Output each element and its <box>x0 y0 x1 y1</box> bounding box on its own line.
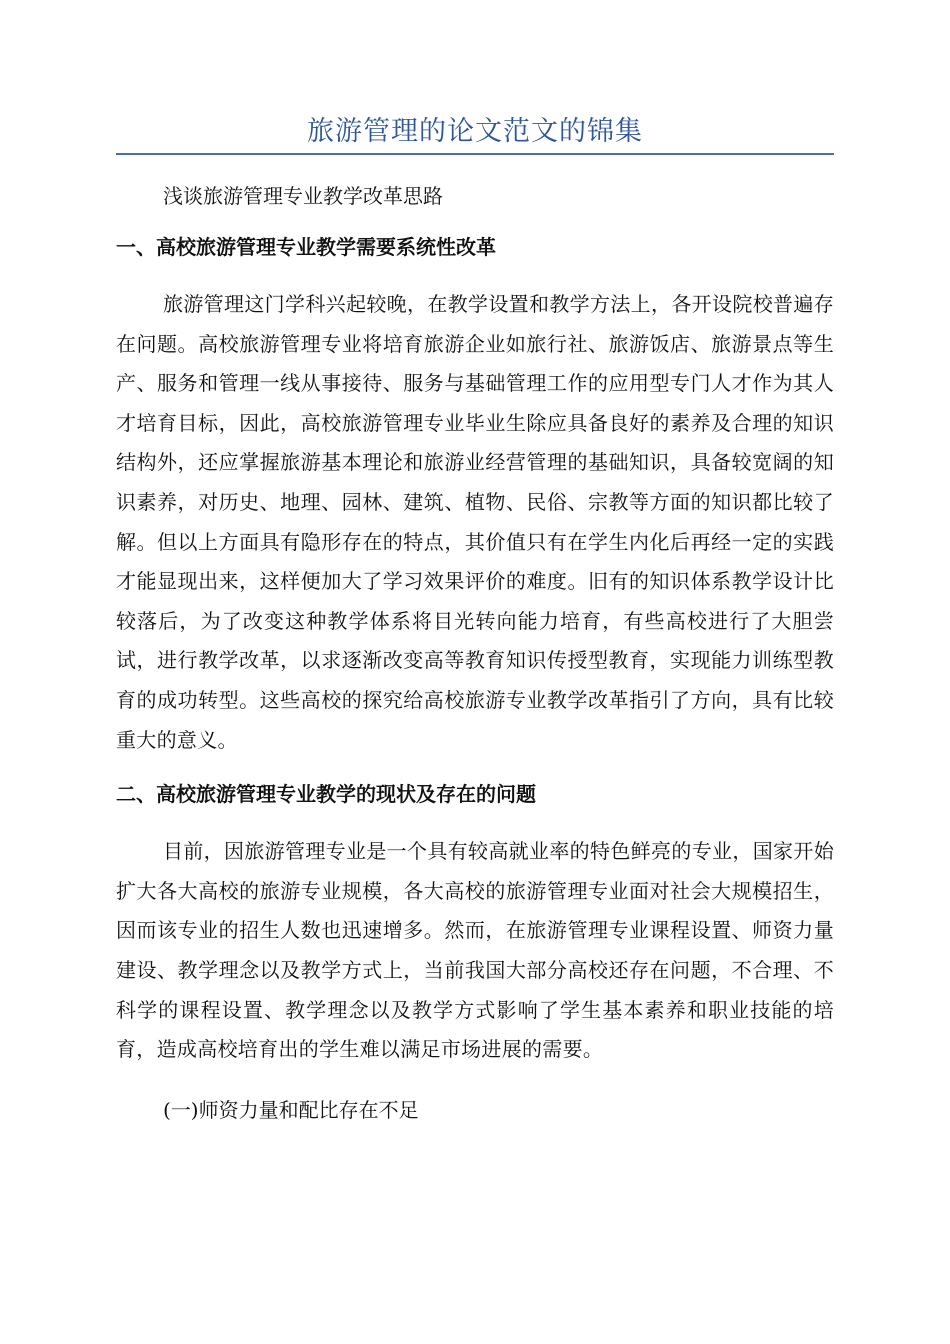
section-2-paragraph: 目前，因旅游管理专业是一个具有较高就业率的特色鲜亮的专业，国家开始扩大各大高校的旅游专业规模，各大高校的旅游管理专业面对社会大规模招生，因而该专业的招生人数也迅速增多。然而，在旅游管理专业课程设置、师资力量建设、教学理念以及教学方式上，当前我国大部分高校还存在问题，不合理、不科学的课程设置、教学理念以及教学方式影响了学生基本素养和职业技能的培育，造成高校培育出的学生难以满足市场进展的需要。 <box>116 839 834 1062</box>
sub-heading-teacher-resources: (一)师资力量和配比存在不足 <box>163 1097 419 1122</box>
section-1-heading: 一、高校旅游管理专业教学需要系统性改革 <box>116 235 496 259</box>
document-subtitle: 浅谈旅游管理专业教学改革思路 <box>163 184 443 208</box>
title-underline <box>116 153 834 155</box>
section-2-heading: 二、高校旅游管理专业教学的现状及存在的问题 <box>116 782 536 807</box>
section-1-paragraph: 旅游管理这门学科兴起较晚，在教学设置和教学方法上，各开设院校普遍存在问题。高校旅游管理专业将培育旅游企业如旅行社、旅游饭店、旅游景点等生产、服务和管理一线从事接待、服务与基础管理工作的应用型专门人才作为其人才培育目标，因此，高校旅游管理专业毕业生除应具备良好的素养及合理的知识结构外，还应掌握旅游基本理论和旅游业经营管理的基础知识，具备较宽阔的知识素养，对历史、地理、园林、建筑、植物、民俗、宗教等方面的知识都比较了解。但以上方面具有隐形存在的特点，其价值只有在学生内化后再经一定的实践才能显现出来，这样便加大了学习效果评价的难度。旧有的知识体系教学设计比较落后，为了改变这种教学体系将目光转向能力培育，有些高校进行了大胆尝试，进行教学改革，以求逐渐改变高等教育知识传授型教育，实现能力训练型教育的成功转型。这些高校的探究给高校旅游专业教学改革指引了方向，具有比较重大的意义。 <box>116 292 834 752</box>
document-title: 旅游管理的论文范文的锦集 <box>307 116 643 147</box>
document-body <box>116 176 834 1130</box>
